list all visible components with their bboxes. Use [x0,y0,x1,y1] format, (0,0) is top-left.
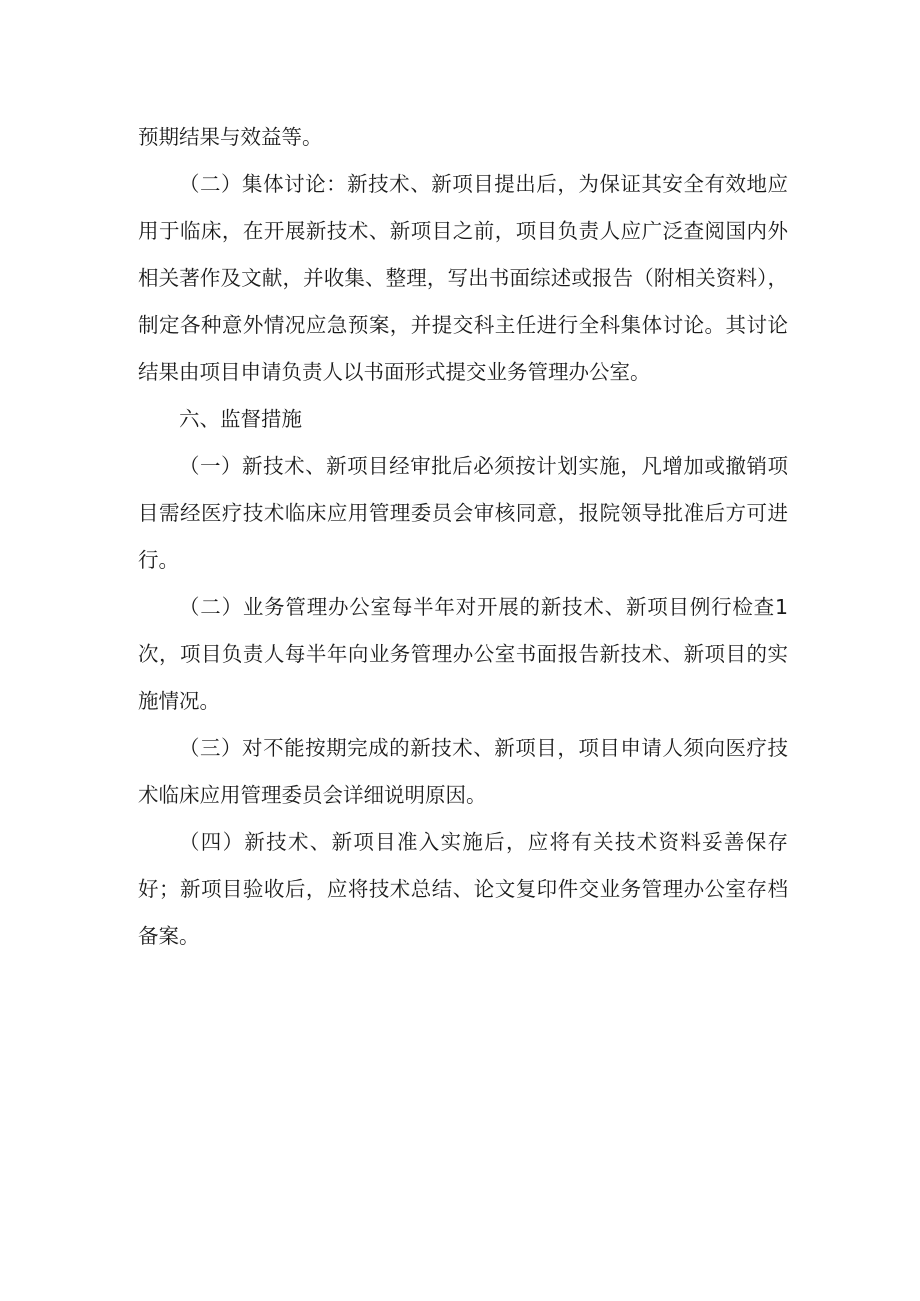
document-body [138,114,788,960]
paragraph-supervision-1: （一）新技术、新项目经审批后必须按计划实施，凡增加或撤销项目需经医疗技术临床应用管理委员会审核同意，报院领导批准后方可进行。 [138,454,788,572]
paragraph-continuation: 预期结果与效益等。 [138,125,323,149]
paragraph-supervision-4: （四）新技术、新项目准入实施后，应将有关技术资料妥善保存好；新项目验收后，应将技术总结、论文复印件交业务管理办公室存档备案。 [138,830,788,948]
paragraph-supervision-3: （三）对不能按期完成的新技术、新项目，项目申请人须向医疗技术临床应用管理委员会详细说明原因。 [138,736,788,807]
paragraph-group-discussion: （二）集体讨论：新技术、新项目提出后，为保证其安全有效地应用于临床，在开展新技术、新项目之前，项目负责人应广泛查阅国内外相关著作及文献，并收集、整理，写出书面综述或报告（附相关资料），制定各种意外情况应急预案，并提交科主任进行全科集体讨论。其讨论结果由项目申请负责人以书面形式提交业务管理办公室。 [138,172,788,384]
paragraph-supervision-2: （二）业务管理办公室每半年对开展的新技术、新项目例行检查1次，项目负责人每半年向业务管理办公室书面报告新技术、新项目的实施情况。 [138,595,788,713]
section-heading-supervision: 六、监督措施 [179,407,302,431]
